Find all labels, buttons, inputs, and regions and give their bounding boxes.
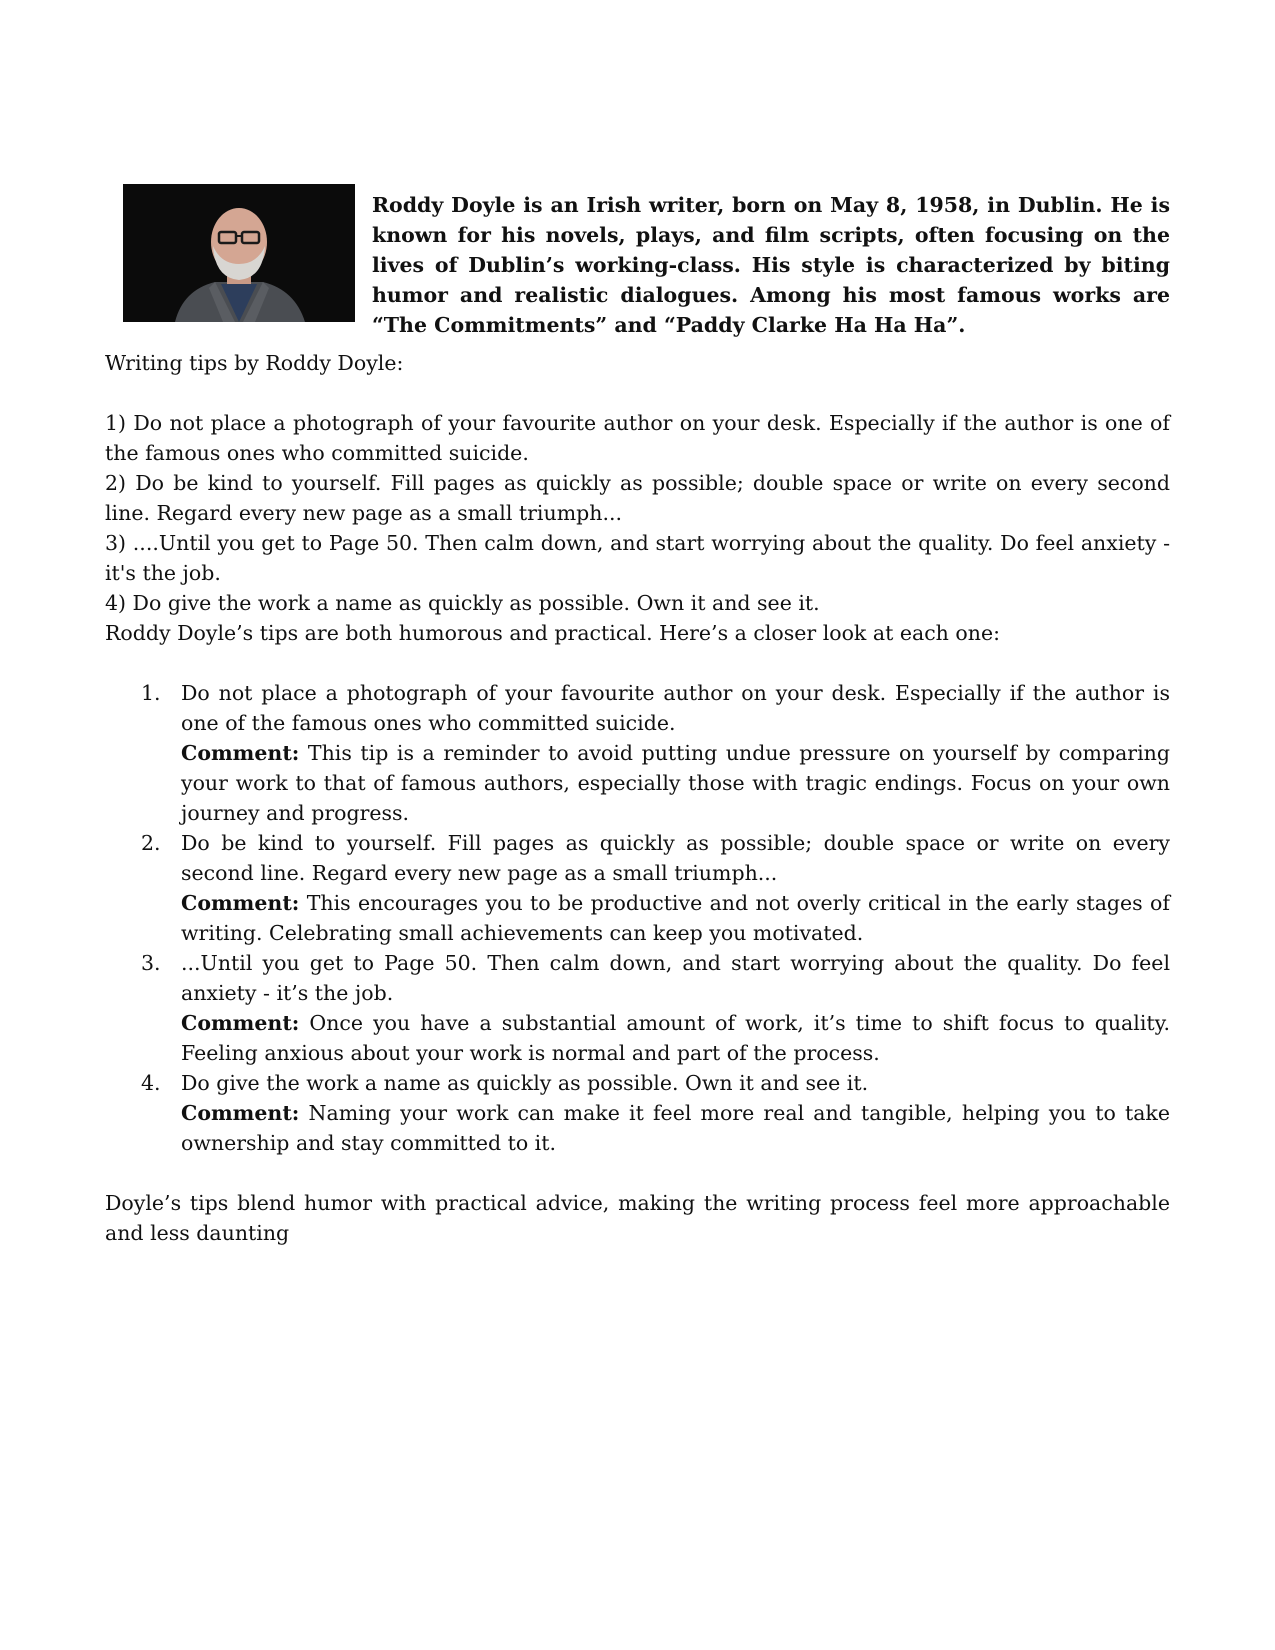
author-photo (123, 184, 355, 322)
commented-tips-list (105, 678, 1170, 1158)
tip-text: ...Until you get to Page 50. Then calm down, and start worrying about the quality. Do feel anxiety - it’s the job. (181, 951, 1170, 1005)
tip-comment (181, 1098, 1170, 1158)
raw-tips-list (105, 408, 1170, 618)
tip-text: Do not place a photograph of your favourite author on your desk. Especially if the author is one of the famous ones who committed suicide. (181, 681, 1170, 735)
document-body (105, 190, 1170, 1248)
list-item (105, 678, 1170, 828)
comment-text: This encourages you to be productive and not overly critical in the early stages of writing. Celebrating small achievements can keep you motivated. (181, 891, 1170, 945)
tip-comment (181, 738, 1170, 828)
tips-heading: Writing tips by Roddy Doyle: (105, 351, 404, 375)
comment-label: Comment: (181, 891, 300, 915)
list-item (105, 828, 1170, 948)
list-number: 3. (141, 951, 161, 975)
comment-text: Naming your work can make it feel more real and tangible, helping you to take ownership and stay committed to it. (181, 1101, 1170, 1155)
author-intro (105, 190, 1170, 348)
list-number: 1. (141, 681, 161, 705)
list-number: 2. (141, 831, 161, 855)
comment-text: Once you have a substantial amount of work, it’s time to shift focus to quality. Feeling anxious about your work is normal and part of the process. (181, 1011, 1170, 1065)
list-item (105, 1068, 1170, 1158)
comment-label: Comment: (181, 1101, 300, 1125)
comment-text: This tip is a reminder to avoid putting undue pressure on yourself by comparing your work to that of famous authors, especially those with tragic endings. Focus on your own journey and progress. (181, 741, 1170, 825)
tips-intro-line: Roddy Doyle’s tips are both humorous and practical. Here’s a closer look at each one: (105, 621, 1000, 645)
raw-tip: 2) Do be kind to yourself. Fill pages as quickly as possible; double space or write on every second line. Regard every new page as a small triumph... (105, 471, 1170, 525)
raw-tip: 1) Do not place a photograph of your favourite author on your desk. Especially if the author is one of the famous ones who committed suicide. (105, 411, 1170, 465)
comment-label: Comment: (181, 1011, 300, 1035)
raw-tip: 3) ....Until you get to Page 50. Then calm down, and start worrying about the quality. Do feel anxiety - it's the job. (105, 531, 1170, 585)
comment-label: Comment: (181, 741, 300, 765)
author-bio: Roddy Doyle is an Irish writer, born on May 8, 1958, in Dublin. He is known for his novels, plays, and film scripts, often focusing on the lives of Dublin’s working-class. His style is characterized by biting humor and realistic dialogues. Among his most famous works are “The Commitments” and “Paddy Clarke Ha Ha Ha”. (372, 193, 1170, 337)
tip-text: Do be kind to yourself. Fill pages as quickly as possible; double space or write on every second line. Regard every new page as a small triumph... (181, 831, 1170, 885)
conclusion: Doyle’s tips blend humor with practical advice, making the writing process feel more approachable and less daunting (105, 1191, 1170, 1245)
raw-tip: 4) Do give the work a name as quickly as possible. Own it and see it. (105, 591, 820, 615)
list-item (105, 948, 1170, 1068)
list-number: 4. (141, 1071, 161, 1095)
tip-comment (181, 888, 1170, 948)
author-portrait-image (123, 184, 355, 322)
tip-text: Do give the work a name as quickly as possible. Own it and see it. (181, 1071, 869, 1095)
tip-comment (181, 1008, 1170, 1068)
